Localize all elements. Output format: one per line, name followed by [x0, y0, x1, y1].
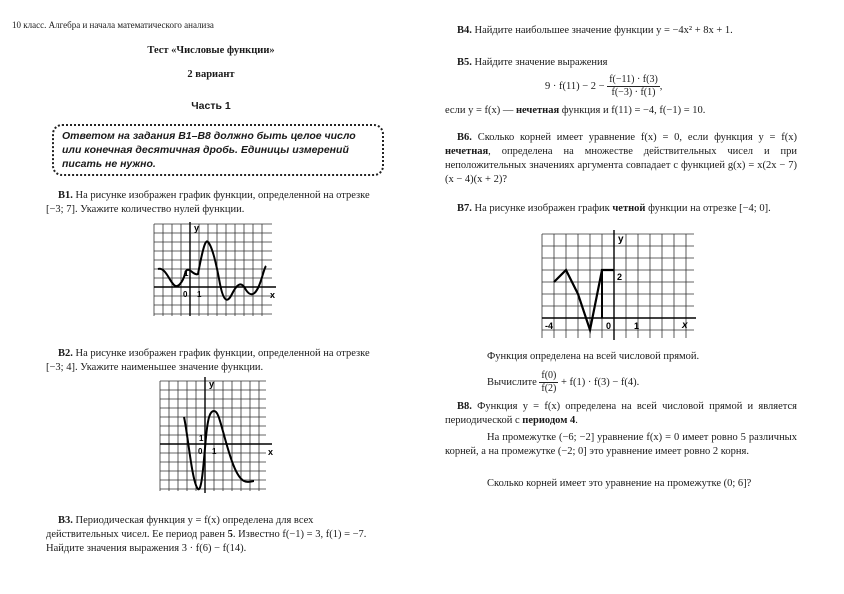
- graph-b7-two: 2: [617, 272, 623, 282]
- task-b8-label: B8.: [457, 401, 472, 412]
- task-b8-bold: периодом 4: [522, 415, 576, 426]
- graph-b1-y-label: y: [194, 223, 200, 233]
- task-b3-text1: Периодическая функция y = f(x) определена для всех действительных чисел. Ее период равен: [46, 515, 314, 540]
- task-b3: [46, 514, 382, 556]
- task-b7-numerator: f(0): [541, 370, 557, 381]
- task-b6-label: B6.: [457, 132, 472, 143]
- graph-b1: [150, 222, 280, 318]
- task-b6: [445, 131, 797, 187]
- graph-b1-y-one: 1: [184, 269, 189, 278]
- task-b5-condition: [445, 104, 797, 118]
- part-label: Часть 1: [191, 100, 231, 112]
- graph-b2-one: 1: [212, 447, 217, 456]
- graph-b2-x-label: x: [268, 447, 274, 457]
- task-b7-compute-label: Вычислите: [487, 376, 537, 388]
- graph-b2-y-label: y: [209, 379, 215, 389]
- task-b8-text2: .: [575, 415, 578, 426]
- task-b7-text2: функции на отрезке [−4; 0].: [648, 203, 771, 214]
- task-b7-note: Функция определена на всей числовой прямой.: [487, 351, 700, 362]
- task-b2-text: На рисунке изображен график функции, определенной на отрезке [−3; 4]. Укажите наименьшее значение функции.: [46, 348, 370, 373]
- task-b8-paragraph3: Сколько корней имеет это уравнение на промежутке (0; 6]?: [487, 478, 752, 489]
- graph-b7-zero: 0: [606, 321, 612, 331]
- task-b5-numerator: f(−11) · f(3): [609, 74, 658, 85]
- task-b2: [46, 347, 382, 375]
- graph-b2-zero: 0: [198, 447, 203, 456]
- graph-b1-x-label: x: [270, 290, 276, 300]
- task-b7-fraction: [539, 370, 558, 395]
- graph-b1-one: 1: [197, 290, 202, 299]
- page-header: 10 класс. Алгебра и начала математического анализа: [12, 20, 214, 30]
- task-b5-label: B5.: [457, 57, 472, 68]
- task-b3-label: B3.: [58, 515, 73, 526]
- task-b5-denominator: f(−3) · f(1): [611, 87, 656, 98]
- task-b7-compute: [487, 370, 639, 395]
- task-b7-rest: + f(1) · f(3) − f(4).: [560, 376, 640, 388]
- instruction-box: [52, 124, 384, 176]
- graph-b7: [538, 230, 700, 342]
- task-b5-expr-left: 9 · f(11) − 2 −: [545, 80, 605, 92]
- task-b4-label: B4.: [457, 25, 472, 36]
- task-b7-denominator: f(2): [541, 383, 557, 394]
- task-b7-bold: четной: [612, 203, 646, 214]
- task-b5-text: Найдите значение выражения: [474, 57, 608, 68]
- task-b5: [445, 56, 797, 70]
- graph-b7-minus4: -4: [545, 321, 554, 331]
- task-b3-text2: . Известно f(−1) = 3, f(1) = −7. Найдите значения выражения 3 · f(6) − f(14).: [46, 529, 367, 554]
- graph-b7-one: 1: [634, 321, 640, 331]
- task-b6-text1: Сколько корней имеет уравнение f(x) = 0, если функция y = f(x): [477, 132, 798, 143]
- task-b5-cond2: функция и f(11) = −4, f(−1) = 10.: [561, 105, 706, 116]
- variant-label: 2 вариант: [187, 69, 235, 80]
- task-b1-label: B1.: [58, 190, 73, 201]
- task-b6-text2: , определена на множестве действительных чисел и при неположительных значениях аргумента совпадает с функцией g(x) = x(2x − 7)(x − 4)(x + 2)?: [445, 146, 797, 185]
- task-b8-paragraph2: На промежутке (−6; −2] уравнение f(x) = 0 имеет ровно 5 различных корней, а на промежутке (−2; 0] это уравнение имеет ровно 2 корня.: [445, 432, 797, 457]
- task-b7-text1: На рисунке изображен график: [474, 203, 610, 214]
- task-b5-fraction: [607, 74, 660, 99]
- test-title: Тест «Числовые функции»: [147, 45, 275, 56]
- task-b5-comma: ,: [659, 80, 663, 92]
- graph-b7-x-label: x: [682, 320, 688, 331]
- task-b5-expression: [545, 74, 662, 99]
- graph-b1-zero: 0: [183, 290, 188, 299]
- task-b5-cond-bold: нечетная: [515, 105, 560, 116]
- graph-b2-y-one: 1: [199, 434, 204, 443]
- task-b5-cond1: если y = f(x) —: [445, 105, 514, 116]
- task-b4-text: Найдите наибольшее значение функции y = −4x² + 8x + 1.: [474, 25, 733, 36]
- task-b8: [445, 400, 797, 428]
- graph-b7-y-label: y: [618, 234, 624, 245]
- task-b4: [445, 24, 797, 38]
- task-b7: [445, 202, 797, 216]
- graph-b2: [158, 377, 278, 495]
- task-b1-text: На рисунке изображен график функции, определенной на отрезке [−3; 7]. Укажите количество нулей функции.: [46, 190, 370, 215]
- task-b8-text1: Функция y = f(x) определена на всей числовой прямой и является периодической с: [445, 401, 797, 426]
- instruction-text: Ответом на задания B1–B8 должно быть целое число или конечная десятичная дробь. Единицы измерений писать не нужно.: [62, 130, 356, 170]
- task-b2-label: B2.: [58, 348, 73, 359]
- task-b1: [46, 189, 382, 217]
- task-b7-label: B7.: [457, 203, 472, 214]
- task-b6-bold: нечетная: [445, 146, 489, 157]
- task-b3-period: 5: [227, 529, 233, 540]
